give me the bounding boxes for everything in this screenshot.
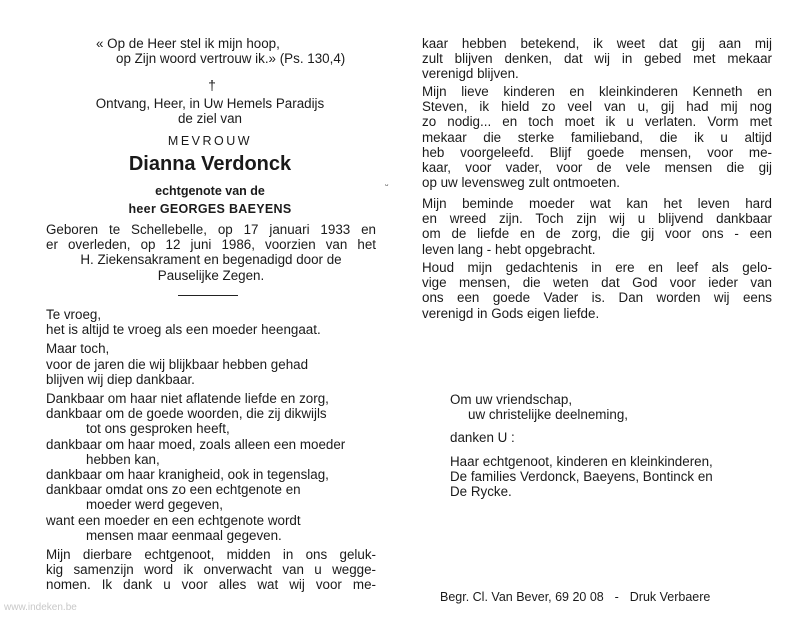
cross-icon: † xyxy=(208,77,216,93)
poem-line: voor de jaren die wij blijkbaar hebben gehad xyxy=(46,356,309,372)
paragraph-line: Houd mijn gedachtenis in ere en leef als gelo- xyxy=(422,260,772,275)
paragraph-line: verenigd in Gods eigen liefde. xyxy=(422,305,600,321)
paragraph-line: kaar hebben betekend, ik weet dat gij aan mij xyxy=(422,36,772,51)
poem-line: mensen maar eenmaal gegeven. xyxy=(86,527,282,543)
family-line: De families Verdonck, Baeyens, Bontinck en xyxy=(450,468,713,484)
family-line: De Rycke. xyxy=(450,484,512,500)
poem-line: dankbaar omdat ons zo een echtgenote en xyxy=(46,482,301,498)
paragraph-line: Mijn beminde moeder wat kan het leven hard xyxy=(422,196,772,211)
printer-name: Druk Verbaere xyxy=(629,590,711,604)
poem-line: hebben kan, xyxy=(86,451,160,467)
birth-line: Geboren te Schellebelle, op 17 januari 1933 en xyxy=(46,222,376,237)
paragraph-1 xyxy=(422,36,772,82)
poem-line: tot ons gesproken heeft, xyxy=(86,421,230,437)
poem-line: Dankbaar om haar niet aflatende liefde en zorg, xyxy=(46,391,329,407)
paragraph-line: kaar, voor vader, voor de vele mensen die gij xyxy=(422,160,772,176)
intro-text xyxy=(70,96,350,126)
poem-line: dankbaar om haar moed, zoals alleen een moeder xyxy=(46,436,346,452)
birth-death-text xyxy=(46,222,376,283)
poem-line: dankbaar om de goede woorden, die zij dikwijls xyxy=(46,406,327,422)
paragraph-4 xyxy=(422,260,772,321)
poem-line: dankbaar om haar kranigheid, ook in tegenslag, xyxy=(46,467,329,483)
poem-line: het is altijd te vroeg als een moeder heengaat. xyxy=(46,322,321,338)
divider-line xyxy=(178,295,238,296)
quote-line-1: « Op de Heer stel ik mijn hoop, xyxy=(96,36,280,51)
intro-line-1: Ontvang, Heer, in Uw Hemels Paradijs xyxy=(95,96,325,111)
bible-quote xyxy=(96,36,396,66)
thanks-line: uw christelijke deelneming, xyxy=(468,407,629,423)
paragraph-line: ons een goede Vader is. Dan worden wij eens xyxy=(422,290,772,306)
intro-line-2: de ziel van xyxy=(177,111,243,127)
poem-line: Maar toch, xyxy=(46,341,110,357)
birth-line: er overleden, op 12 juni 1986, voorzien van het xyxy=(46,237,376,253)
paragraph-line: zo nodig... en toch moet ik u verlaten. Vorm met xyxy=(422,114,772,130)
paragraph-line: Mijn lieve kinderen en kleinkinderen Kenneth en xyxy=(422,84,772,99)
closing-line: nomen. Ik dank u voor alles wat wij voor me- xyxy=(46,577,376,593)
footer-separator: - xyxy=(614,590,619,604)
spouse-name: heer GEORGES BAEYENS xyxy=(128,202,292,216)
birth-line: H. Ziekensakrament en begenadigd door de xyxy=(80,252,342,268)
paragraph-line: vige mensen, die weten dat God voor ieder van xyxy=(422,275,772,291)
family-line: Haar echtgenoot, kinderen en kleinkinderen, xyxy=(450,453,713,469)
paragraph-2 xyxy=(422,84,772,190)
poem-line: want een moeder en een echtgenote wordt xyxy=(46,512,301,528)
paragraph-line: mekaar die sterke familieband, die ik u altijd xyxy=(422,129,772,145)
birth-line: Pauselijke Zegen. xyxy=(157,267,265,283)
printer-footer xyxy=(440,590,780,605)
paragraph-line: leven lang - hebt opgebracht. xyxy=(422,241,596,257)
undertaker-info: Begr. Cl. Van Bever, 69 20 08 xyxy=(440,590,604,604)
paragraph-line: verenigd blijven. xyxy=(422,66,519,82)
poem-line: moeder werd gegeven, xyxy=(86,497,223,513)
paragraph-line: zult blijven denken, dat wij in gebed met mekaar xyxy=(422,51,772,67)
paragraph-line: en wreed zijn. Toch zijn wij u blijvend dankbaar xyxy=(422,211,772,227)
closing-line: kig samenzijn word ik onverwacht van u wegge- xyxy=(46,562,376,578)
honorific-title: MEVROUW xyxy=(167,134,253,148)
thanks-line: danken U : xyxy=(450,430,515,446)
paragraph-line: Steven, ik hield zo veel van u, gij had mij nog xyxy=(422,99,772,115)
paragraph-3 xyxy=(422,196,772,257)
deceased-name: Dianna Verdonck xyxy=(128,153,292,175)
paragraph-line: om de liefde en de zorg, die gij voor ons - een xyxy=(422,226,772,242)
paragraph-line: op uw levensweg zult ontmoeten. xyxy=(422,175,621,191)
watermark: www.indeken.be xyxy=(4,602,77,613)
poem-line: blijven wij diep dankbaar. xyxy=(46,371,195,387)
paragraph-line: heb voorgeleefd. Blijf goede mensen, voor me- xyxy=(422,144,772,160)
thanks-line: Om uw vriendschap, xyxy=(450,392,573,407)
poem-line: Te vroeg, xyxy=(46,307,102,322)
poem xyxy=(46,307,386,593)
thanks-block xyxy=(450,392,780,499)
print-speck: ᵕ xyxy=(385,180,389,190)
spouse-label: echtgenote van de xyxy=(155,184,265,198)
quote-line-2: op Zijn woord vertrouw ik.» (Ps. 130,4) xyxy=(116,51,346,67)
closing-line: Mijn dierbare echtgenoot, midden in ons geluk- xyxy=(46,547,376,563)
